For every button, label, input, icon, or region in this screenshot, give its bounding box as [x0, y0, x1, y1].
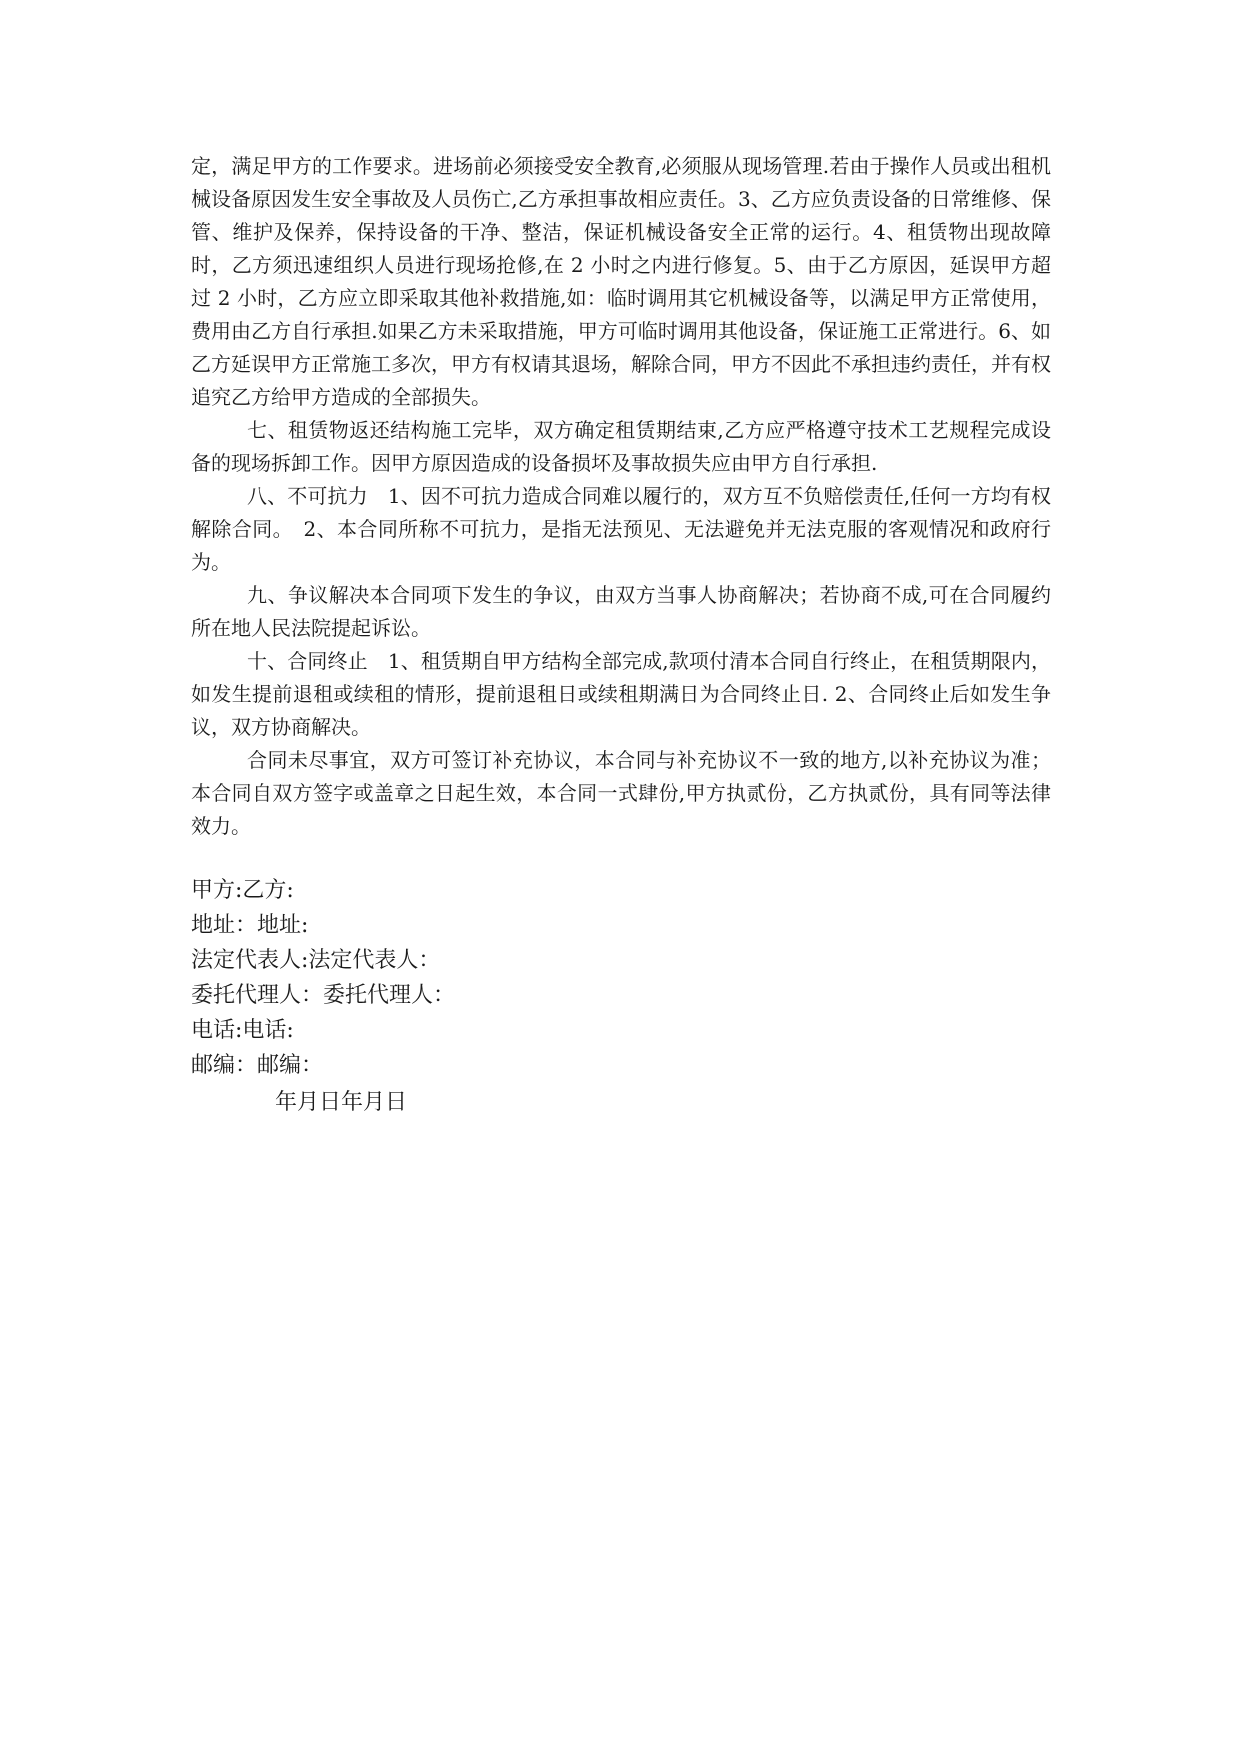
clause-supplementary: 合同未尽事宜，双方可签订补充协议，本合同与补充协议不一致的地方,以补充协议为准；本合同自双方签字或盖章之日起生效，本合同一式肆份,甲方执贰份，乙方执贰份，具有同等法律效力。: [191, 748, 1051, 838]
sign-postcode: 邮编：邮编：: [191, 1053, 324, 1078]
contract-page: [191, 150, 1051, 1123]
sign-parties: 甲方:乙方:: [191, 878, 294, 903]
clause-continuation: 定，满足甲方的工作要求。进场前必须接受安全教育,必须服从现场管理.若由于操作人员或出租机械设备原因发生安全事故及人员伤亡,乙方承担事故相应责任。3、乙方应负责设备的日常维修、保管、维护及保养，保持设备的干净、整洁，保证机械设备安全正常的运行。4、租赁物出现故障时，乙方须迅速组织人员进行现场抢修,在 2 小时之内进行修复。5、由于乙方原因，延误甲方超过 2 小时，乙方应立即采取其他补救措施,如：临时调用其它机械设备等，以满足甲方正常使用，费用由乙方自行承担.如果乙方未采取措施，甲方可临时调用其他设备，保证施工正常进行。6、如乙方延误甲方正常施工多次，甲方有权请其退场，解除合同，甲方不因此不承担违约责任，并有权追究乙方给甲方造成的全部损失。: [191, 154, 1051, 409]
sign-agent: 委托代理人：委托代理人：: [191, 983, 456, 1008]
clause-9-dispute: 九、争议解决本合同项下发生的争议，由双方当事人协商解决；若协商不成,可在合同履约所在地人民法院提起诉讼。: [191, 583, 1051, 640]
clause-7-return: 七、租赁物返还结构施工完毕，双方确定租赁期结束,乙方应严格遵守技术工艺规程完成设备的现场拆卸工作。因甲方原因造成的设备损坏及事故损失应由甲方自行承担.: [191, 418, 1051, 475]
sign-date: 年月日年月日: [275, 1090, 408, 1115]
sign-phone: 电话:电话:: [191, 1018, 294, 1043]
signature-block: [191, 873, 1051, 1123]
clause-10-termination: 十、合同终止 1、租赁期自甲方结构全部完成,款项付清本合同自行终止，在租赁期限内，如发生提前退租或续租的情形，提前退租日或续租期满日为合同终止日. 2、合同终止后如发生争议，双方协商解决。: [191, 649, 1051, 739]
clause-8-force-majeure: 八、不可抗力 1、因不可抗力造成合同难以履行的，双方互不负赔偿责任,任何一方均有权解除合同。 2、本合同所称不可抗力，是指无法预见、无法避免并无法克服的客观情况和政府行为。: [191, 484, 1051, 574]
sign-address: 地址：地址:: [191, 913, 309, 938]
sign-legal-rep: 法定代表人:法定代表人：: [191, 948, 441, 973]
